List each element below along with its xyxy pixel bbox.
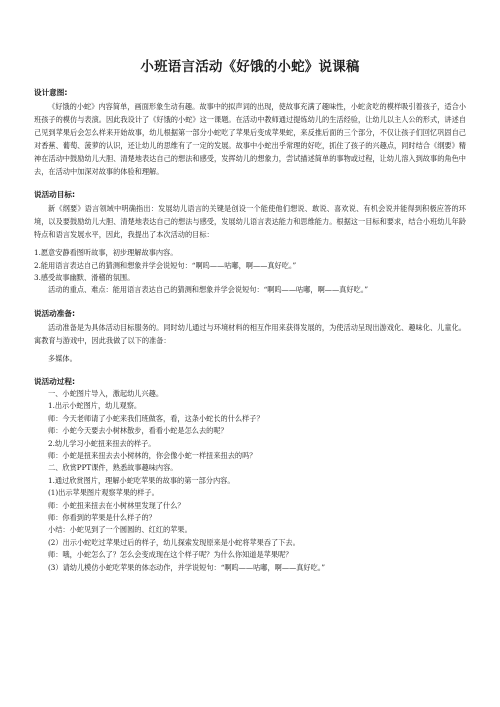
key-points: 活动的重点、难点：能用语言表达自己的猜测和想象并学会说短句：“啊呜——咕嘟，啊——真好吃。”	[48, 285, 369, 295]
document-title: 小班语言活动《好饿的小蛇》说课稿	[140, 59, 360, 75]
section-heading-process: 说活动过程:	[34, 377, 76, 386]
process-line: 师：小蛇是扭来扭去去小树林的，你会像小蛇一样扭来扭去的吗？	[48, 451, 257, 461]
process-line: 二、欣赏PPT课件，熟悉故事趣味内容。	[48, 463, 178, 473]
process-line: 师：你看到的苹果是什么样子的？	[48, 513, 156, 523]
document-body	[34, 86, 466, 574]
process-line: 小结：小蛇见到了一个圆圆的、红红的苹果。	[48, 525, 192, 535]
process-line: (1)出示苹果图片观察苹果的样子。	[48, 488, 159, 498]
process-line: 师：哦，小蛇怎么了？怎么会变成现在这个样子呢？为什么你知道是苹果呢？	[48, 550, 293, 560]
section-heading-design: 设计意图:	[34, 88, 68, 97]
goal-item: 2.能用语言表达自己的猜测和想象并学会说短句：“啊呜——咕嘟，啊——真好吃。”	[34, 260, 297, 270]
section-heading-goals: 说活动目标:	[34, 190, 76, 200]
design-paragraph: 《好饿的小蛇》内容简单，画面形象生动有趣。故事中的拟声词的出现，使故事充满了趣味性，小蛇贪吃的模样吸引着孩子，适合小班孩子的模仿与表演。因此我设计了《好饿的小蛇》这一课题。在活动中教师通过提炼幼儿的生活经验，让幼儿以主人公的形式，讲述自己见到苹果后会怎么样来开始故事，幼儿根据第一部分小蛇吃了苹果后变成苹果蛇，来反推后面的三个部分，不仅让孩子们回忆巩固自己对香蕉、葡萄、菠萝的认识，还让幼儿的思维有了一定的发展。故事中小蛇出乎常理的好吃，抓住了孩子的兴趣点，同时结合《纲要》精神在活动中鼓励幼儿大胆、清楚地表达自己的想法和感受，发挥幼儿的想象力，尝试描述简单的事物或过程，让幼儿溶入到故事的角色中去，在活动中加深对故事的体验和理解。	[34, 102, 466, 176]
process-line: 1.通过欣赏图片，理解小蛇吃苹果的故事的第一部分内容。	[48, 475, 235, 485]
process-line: 师：小蛇今天要去小树林散步，看看小蛇是怎么去的呢？	[48, 426, 228, 436]
section-heading-preparation: 说活动准备:	[34, 308, 76, 318]
process-line: (3）请幼儿模仿小蛇吃苹果的体态动作，并学说短句：“啊呜——咕嘟，啊——真好吃。”	[48, 562, 326, 572]
goal-item: 3.感受故事幽默、滑稽的氛围。	[34, 272, 135, 282]
preparation-item: 多媒体。	[48, 353, 77, 363]
process-line: 一、小蛇图片导入，激起幼儿兴趣。	[48, 389, 164, 398]
process-line: 1.出示小蛇图片，幼儿观察。	[48, 401, 142, 411]
process-line: (2）出示小蛇吃过苹果过后的样子，幼儿探索发现原来是小蛇将苹果吞了下去。	[48, 537, 300, 547]
goals-paragraph: 新《纲要》语言领域中明确指出：发展幼儿语言的关键是创设一个能使他们想说、敢说、喜欢说、有机会说并能得到积极应答的环境，以及要鼓励幼儿大胆、清楚地表达自己的想法与感受，发展幼儿语言表达能力和思维能力。根据这一目标和要求，结合小班幼儿年龄特点和语言发展水平，因此，我提出了本次活动的目标：	[34, 204, 466, 240]
preparation-paragraph: 活动准备是为具体活动目标服务的。同时幼儿通过与环境材料的相互作用来获得发展的，为使活动呈现出游戏化、趣味化、儿童化。寓教育与游戏中，因此我做了以下的准备：	[34, 322, 466, 345]
process-line: 师：今天老师请了小蛇来我们班做客，看，这条小蛇长的什么样子？	[48, 413, 264, 423]
process-line: 2.幼儿学习小蛇扭来扭去的样子。	[48, 438, 156, 448]
process-line: 师：小蛇扭来扭去在小树林里发现了什么？	[48, 500, 185, 510]
goal-item: 1.愿意安静看图听故事，初步理解故事内容。	[34, 248, 178, 258]
